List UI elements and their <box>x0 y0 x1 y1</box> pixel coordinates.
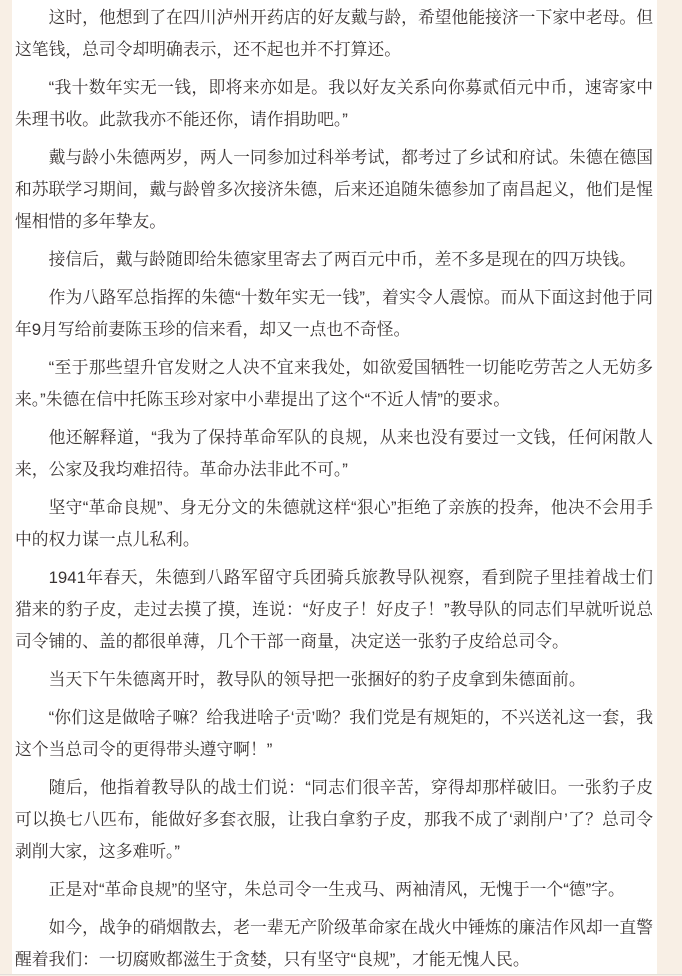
article-paragraph: 戴与龄小朱德两岁，两人一同参加过科举考试，都考过了乡试和府试。朱德在德国和苏联学习期间，戴与龄曾多次接济朱德，后来还追随朱德参加了南昌起义，他们是惺惺相惜的多年挚友。 <box>15 148 653 231</box>
article-paragraph: 作为八路军总指挥的朱德“十数年实无一钱”，着实令人震惊。而从下面这封他于同年9月写给前妻陈玉珍的信来看，却又一点也不奇怪。 <box>15 288 653 339</box>
article-paragraph: “我十数年实无一钱，即将来亦如是。我以好友关系向你募贰佰元中币，速寄家中朱理书收。此款我亦不能还你，请作捐助吧。” <box>15 78 653 129</box>
article-paragraph: 他还解释道，“我为了保持革命军队的良规，从来也没有要过一文钱，任何闲散人来，公家及我均难招待。革命办法非此不可。” <box>15 428 653 479</box>
article-paragraph: 如今，战争的硝烟散去，老一辈无产阶级革命家在战火中锤炼的廉洁作风却一直警醒着我们：一切腐败都滋生于贪婪，只有坚守“良规”，才能无愧人民。 <box>15 918 653 969</box>
article-paragraph: 接信后，戴与龄随即给朱德家里寄去了两百元中币，差不多是现在的四万块钱。 <box>48 250 636 269</box>
article-page <box>12 0 657 975</box>
article-paragraph: 1941年春天，朱德到八路军留守兵团骑兵旅教导队视察，看到院子里挂着战士们猎来的豹子皮，走过去摸了摸，连说：“好皮子！好皮子！”教导队的同志们早就听说总司令铺的、盖的都很单薄，几个干部一商量，决定送一张豹子皮给总司令。 <box>15 568 653 651</box>
article-paragraph: 这时，他想到了在四川泸州开药店的好友戴与龄，希望他能接济一下家中老母。但这笔钱，总司令却明确表示，还不起也并不打算还。 <box>15 8 653 59</box>
article-paragraph: “你们这是做啥子嘛？给我进啥子‘贡’呦？我们党是有规矩的，不兴送礼这一套，我这个当总司令的更得带头遵守啊！” <box>15 708 653 759</box>
article-paragraph: 坚守“革命良规”、身无分文的朱德就这样“狠心”拒绝了亲族的投奔，他决不会用手中的权力谋一点儿私利。 <box>15 498 653 549</box>
article-body <box>15 2 653 976</box>
article-paragraph: 随后，他指着教导队的战士们说：“同志们很辛苦，穿得却那样破旧。一张豹子皮可以换七八匹布，能做好多套衣服，让我白拿豹子皮，那我不成了‘剥削户’了？总司令剥削大家，这多难听。” <box>15 778 653 861</box>
article-paragraph: 正是对“革命良规”的坚守，朱总司令一生戎马、两袖清风，无愧于一个“德”字。 <box>48 880 625 899</box>
article-paragraph: “至于那些望升官发财之人决不宜来我处，如欲爱国牺牲一切能吃劳苦之人无妨多来。”朱德在信中托陈玉珍对家中小辈提出了这个“不近人情”的要求。 <box>15 358 653 409</box>
article-paragraph: 当天下午朱德离开时，教导队的领导把一张捆好的豹子皮拿到朱德面前。 <box>48 670 586 689</box>
